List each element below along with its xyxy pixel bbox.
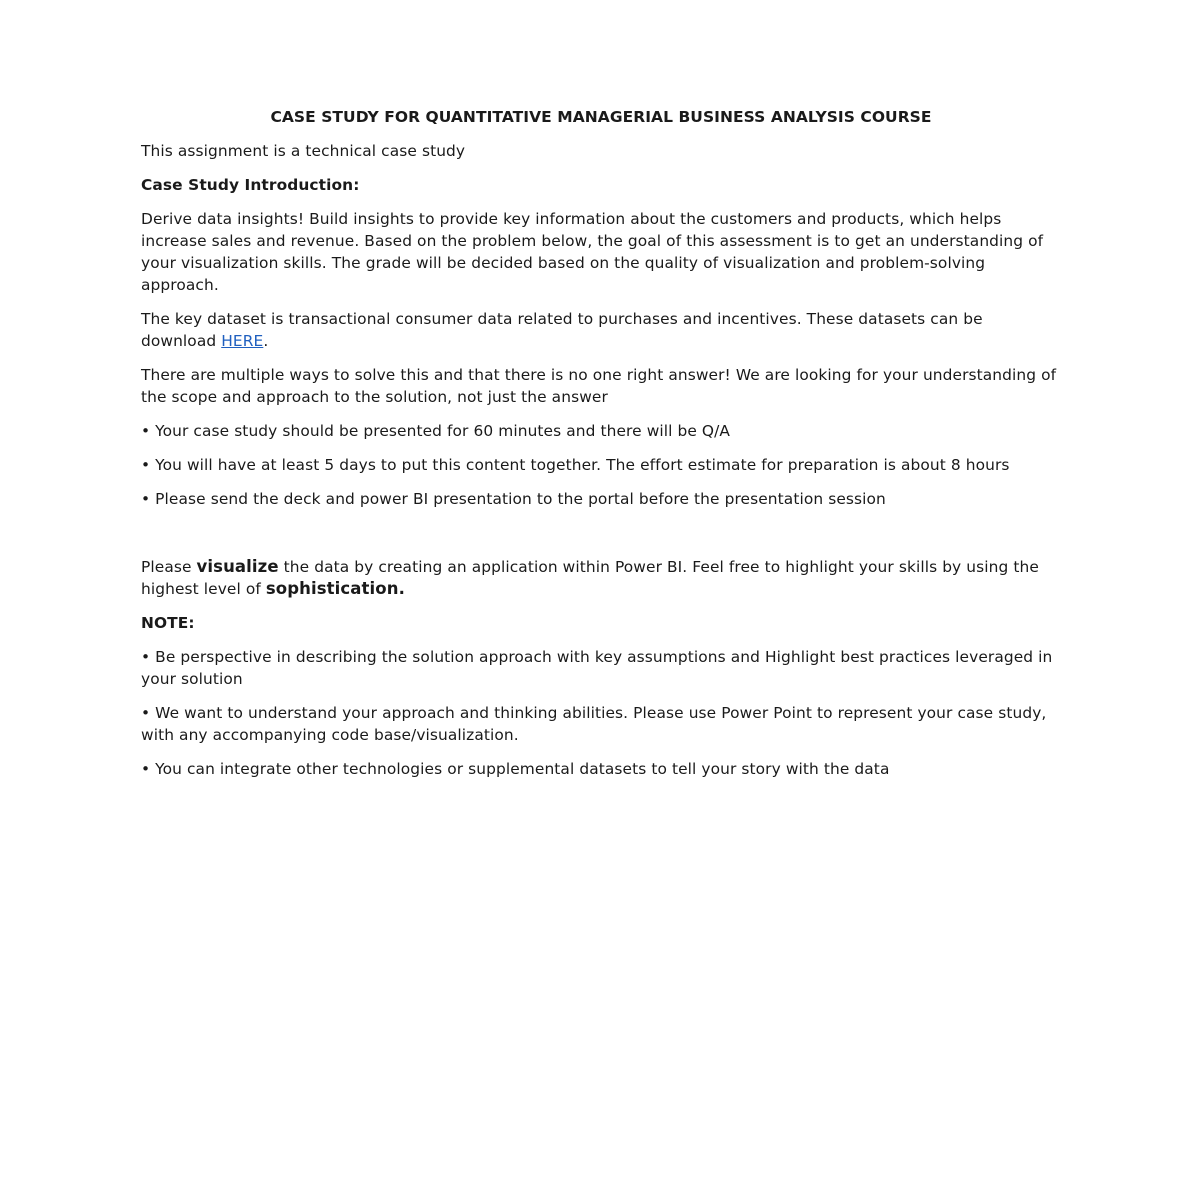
bullet-item: • You will have at least 5 days to put this content together. The effort estimate for preparation is about 8 hours <box>141 456 1010 474</box>
note-bullet-item: • We want to understand your approach and thinking abilities. Please use Power Point to represent your case study, with any accompanying code base/visualization. <box>141 704 1047 744</box>
paragraph-visualize <box>141 556 1061 600</box>
visualize-text-b: the data by creating an application within Power BI. Feel free to highlight your skills by using the highest level of <box>141 558 1039 598</box>
blank-line <box>141 522 1061 556</box>
note-heading: NOTE: <box>141 614 195 632</box>
paragraph-dataset <box>141 308 1061 352</box>
bullet-item: • Your case study should be presented for 60 minutes and there will be Q/A <box>141 422 731 440</box>
download-link[interactable]: HERE <box>221 332 264 350</box>
paragraph-approach: There are multiple ways to solve this and that there is no one right answer! We are looking for your understanding of the scope and approach to the solution, not just the answer <box>141 366 1057 406</box>
dataset-text: The key dataset is transactional consumer data related to purchases and incentives. These datasets can be download <box>141 310 983 350</box>
bullet-item: • Please send the deck and power BI presentation to the portal before the presentation session <box>141 490 886 508</box>
dataset-period: . <box>263 332 269 350</box>
visualize-text-a: Please <box>141 558 197 576</box>
note-bullet-item: • Be perspective in describing the solution approach with key assumptions and Highlight best practices leveraged in your solution <box>141 648 1053 688</box>
sophistication-emphasis: sophistication. <box>265 579 405 598</box>
paragraph-insights: Derive data insights! Build insights to provide key information about the customers and products, which helps increase sales and revenue. Based on the problem below, the goal of this assessment is to get an understanding of your visualization skills. The grade will be decided based on the quality of visualization and problem-solving approach. <box>141 210 1044 294</box>
note-bullet-item: • You can integrate other technologies or supplemental datasets to tell your story with the data <box>141 760 890 778</box>
intro-line: This assignment is a technical case study <box>141 142 466 160</box>
document-title: CASE STUDY FOR QUANTITATIVE MANAGERIAL BUSINESS ANALYSIS COURSE <box>270 108 932 126</box>
visualize-emphasis: visualize <box>196 557 279 576</box>
document-page <box>141 106 1061 792</box>
section-heading: Case Study Introduction: <box>141 176 360 194</box>
